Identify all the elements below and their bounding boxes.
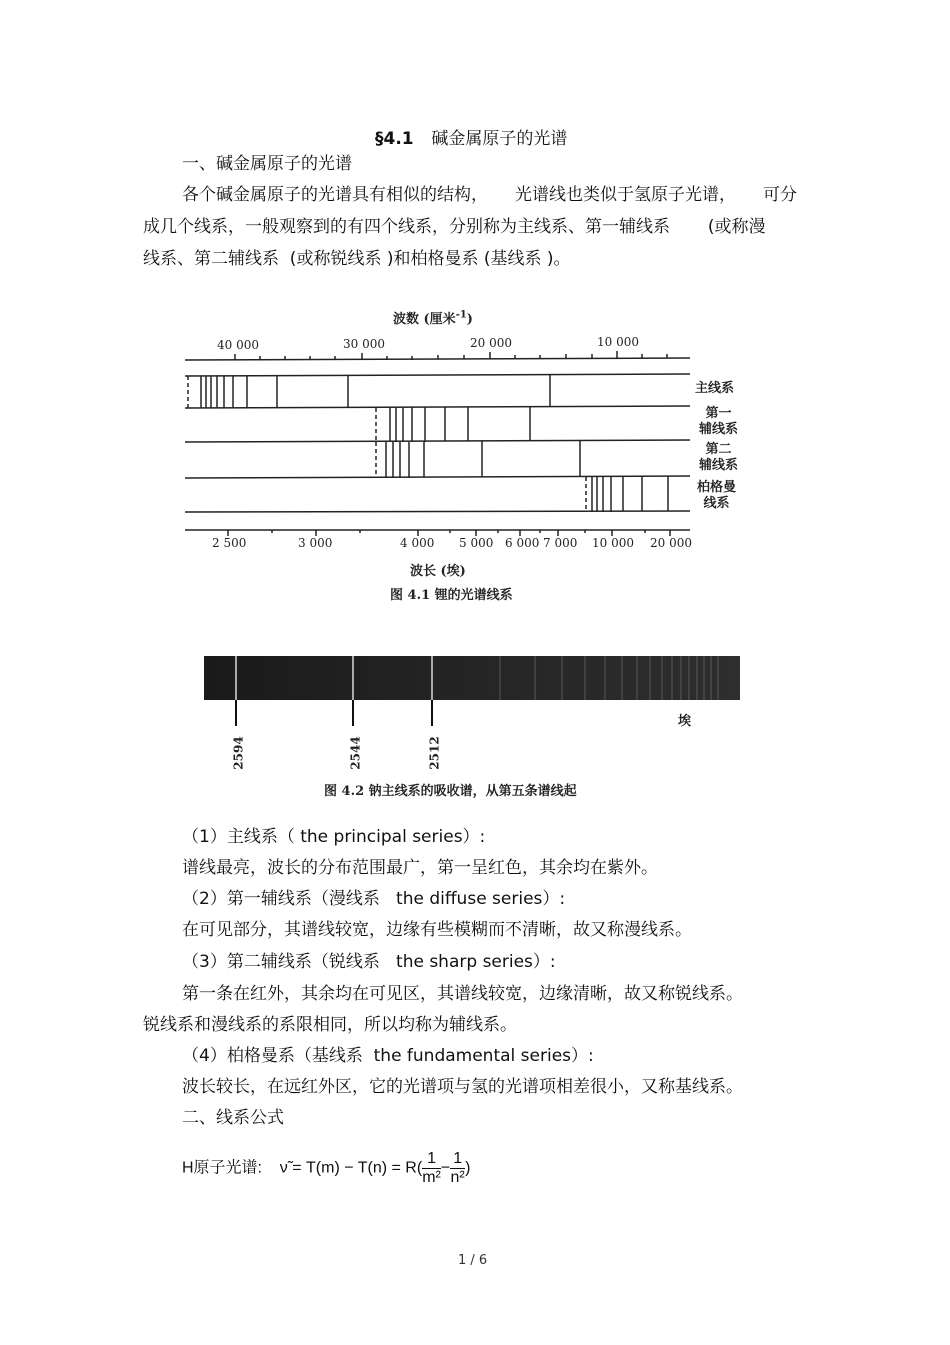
section-number: §4.1 <box>375 129 414 149</box>
series-label-diffuse: 第一 辅线系 <box>699 406 739 437</box>
formula-close: ) <box>465 1159 471 1177</box>
section-title <box>375 124 567 149</box>
bottom-tick-label: 2 500 <box>212 536 247 550</box>
formula-minus: − <box>440 1159 451 1177</box>
bottom-tick-label: 20 000 <box>650 536 692 550</box>
fraction-n: $\frac{1}{\text{n²}}$ <box>450 1150 465 1186</box>
series-2-body: 在可见部分，其谱线较宽，边缘有些模糊而不清晰，故又称漫线系。 <box>182 920 692 940</box>
heading-1: 一、碱金属原子的光谱 <box>182 154 352 174</box>
bottom-axis-title: 波长 (埃) <box>410 564 466 579</box>
series-4-body: 波长较长，在远红外区，它的光谱项与氢的光谱项相差很小，又称基线系。 <box>182 1077 743 1097</box>
figure-4-1 <box>180 300 780 610</box>
marker-label: 2512 <box>427 736 442 770</box>
paragraph-1-line-3: 线系、第二辅线系 (或称锐线系 )和柏格曼系 (基线系 )。 <box>143 249 571 269</box>
absorption-spectrum-image <box>200 650 760 760</box>
figure-4-2 <box>200 650 760 810</box>
section-title-text: 碱金属原子的光谱 <box>431 129 568 149</box>
series-4-heading: （4）柏格曼系（基线系 the fundamental series）: <box>182 1046 594 1066</box>
bottom-tick-label: 10 000 <box>592 536 634 550</box>
bottom-tick-label: 7 000 <box>543 536 578 550</box>
marker-label: 2544 <box>348 736 363 770</box>
hydrogen-formula <box>182 1150 470 1187</box>
formula-body: = T(m) − T(n) = R( <box>287 1159 423 1177</box>
unit-label: 埃 <box>678 714 692 729</box>
series-1-body: 谱线最亮，波长的分布范围最广，第一呈红色，其余均在紫外。 <box>182 858 658 878</box>
figure-caption: 图 4.2 钠主线系的吸收谱，从第五条谱线起 <box>324 784 577 799</box>
fraction-m: $\frac{1}{\text{m²}}$ <box>422 1150 441 1186</box>
bottom-tick-label: 4 000 <box>400 536 435 550</box>
top-tick-label: 10 000 <box>597 335 639 349</box>
bottom-tick-label: 6 000 <box>505 536 540 550</box>
formula-wavenumber: ν̃ <box>279 1159 288 1177</box>
series-3-body: 第一条在红外，其余均在可见区，其谱线较宽，边缘清晰，故又称锐线系。 <box>182 984 743 1004</box>
heading-2: 二、线系公式 <box>182 1108 284 1128</box>
series-label-principal: 主线系 <box>695 381 735 396</box>
bottom-tick-label: 3 000 <box>298 536 333 550</box>
figure-caption: 图 4.1 锂的光谱线系 <box>390 588 513 603</box>
series-3-heading: （3）第二辅线系（锐线系 the sharp series）: <box>182 952 556 972</box>
top-axis-title: 波数 (厘米$^{-1}$) <box>393 309 473 327</box>
top-tick-label: 40 000 <box>217 338 259 352</box>
series-label-bergmann: 柏格曼 线系 <box>697 480 737 511</box>
page-number: 1 / 6 <box>458 1253 488 1268</box>
series-1-heading: （1）主线系（ the principal series）: <box>182 827 486 847</box>
spectrum-line-diagram <box>180 300 780 610</box>
bottom-tick-label: 5 000 <box>459 536 494 550</box>
formula-prefix: H原子光谱: <box>182 1159 263 1177</box>
top-tick-label: 30 000 <box>343 337 385 351</box>
marker-label: 2594 <box>231 736 246 770</box>
series-label-sharp: 第二 辅线系 <box>699 442 739 473</box>
top-tick-label: 20 000 <box>470 336 512 350</box>
paragraph-1-line-1: 各个碱金属原子的光谱具有相似的结构， 光谱线也类似于氢原子光谱， 可分 <box>182 185 798 205</box>
series-2-heading: （2）第一辅线系（漫线系 the diffuse series）: <box>182 889 566 909</box>
paragraph-1-line-2: 成几个线系，一般观察到的有四个线系，分别称为主线系、第一辅线系 (或称漫 <box>143 217 766 237</box>
series-3-body-cont: 锐线系和漫线系的系限相同，所以均称为辅线系。 <box>143 1015 517 1035</box>
